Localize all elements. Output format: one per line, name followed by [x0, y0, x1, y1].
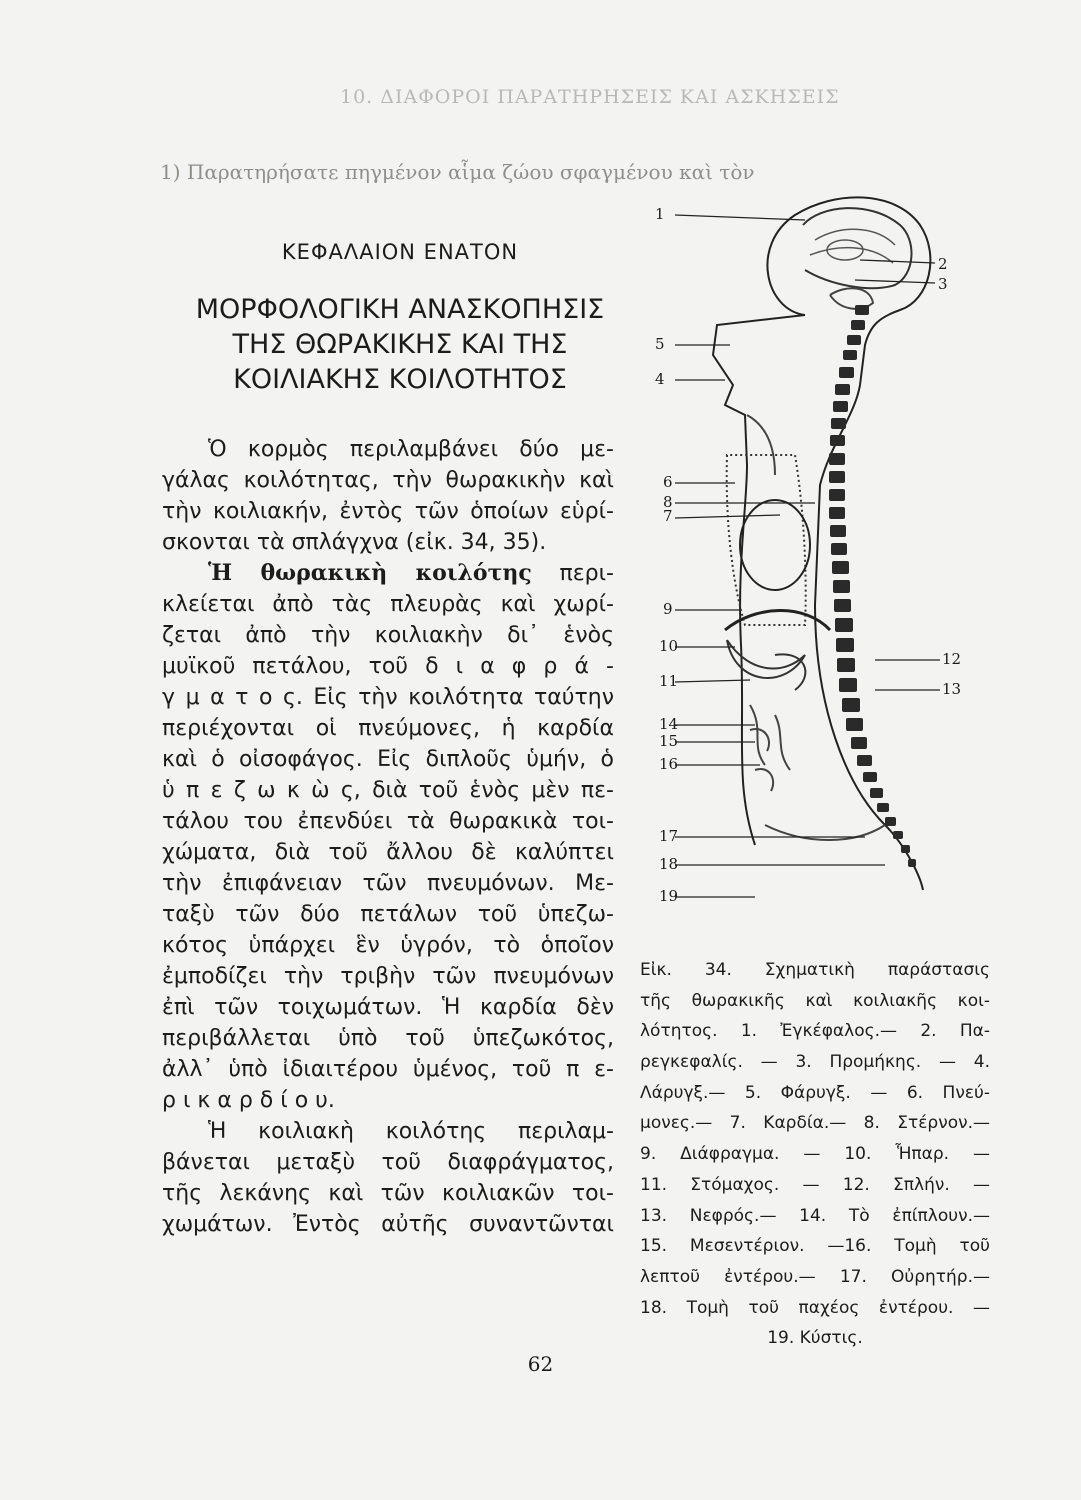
body-line: σκονται τὰ σπλάγχνα (εἰκ. 34, 35). [162, 530, 547, 555]
figure-label-14: 14 [659, 715, 679, 733]
caption-line: 19. Κύστις. [767, 1328, 863, 1349]
figure-label-17: 17 [659, 827, 679, 845]
body-line: ρ ι κ α ρ δ ί ο υ. [162, 1088, 335, 1113]
bleed-through-header: 10. ΔΙΑΦΟΡΟΙ ΠΑΡΑΤΗΡΗΣΕΙΣ ΚΑΙ ΑΣΚΗΣΕΙΣ [340, 86, 840, 108]
caption-line: ρεγκεφαλίς. — 3. Προμήκης. — 4. [640, 1052, 990, 1073]
figure-label-1: 1 [655, 205, 665, 223]
caption-line: Εἰκ. 34. Σχηματικὴ παράστασις [640, 960, 990, 980]
body-line: Ἡ κοιλιακὴ κοιλότης περιλαμ- [208, 1119, 614, 1144]
chapter-title: ΚΕΦΑΛΑΙΟΝ ΕΝΑΤΟΝ [281, 240, 519, 264]
caption-line: 9. Διάφραγμα. — 10. Ἧπαρ. — [640, 1144, 990, 1165]
figure-label-4: 4 [655, 370, 665, 388]
caption-line: Λάρυγξ.— 5. Φάρυγξ. — 6. Πνεύ- [640, 1082, 990, 1103]
caption-line: μονες.— 7. Καρδία.— 8. Στέρνον.— [640, 1113, 990, 1134]
bold-term: Ἡ θωρακικὴ κοιλότης [208, 560, 532, 586]
body-line: περιβάλλεται ὑπὸ τοῦ ὑπεζωκότος, [162, 1026, 614, 1051]
body-line: ἐμποδίζει τὴν τριβὴν τῶν πνευμόνων [162, 964, 614, 989]
body-line: βάνεται μεταξὺ τοῦ διαφράγματος, [162, 1150, 614, 1175]
figure-label-9: 9 [663, 600, 673, 618]
figure-label-10: 10 [659, 637, 679, 655]
figure-label-16: 16 [659, 755, 679, 773]
body-line: Ἡ θωρακικὴ κοιλότης περι- [208, 560, 614, 586]
body-line: τὴν κοιλιακήν, ἐντὸς τῶν ὁποίων εὑρί- [162, 499, 614, 524]
anatomy-figure [655, 185, 975, 915]
body-line: γ μ α τ ο ς. Εἰς τὴν κοιλότητα ταύτην [162, 685, 614, 710]
body-line: γάλας κοιλότητας, τὴν θωρακικὴν καὶ [162, 468, 614, 493]
page-number: 62 [527, 1352, 554, 1376]
body-line: ζεται ἀπὸ τὴν κοιλιακὴν δι᾽ ἑνὸς [162, 623, 614, 648]
body-line: κλείεται ἀπὸ τὰς πλευρὰς καὶ χωρί- [162, 592, 614, 617]
caption-line: λεπτοῦ ἐντέρου.— 17. Οὐρητήρ.— [640, 1266, 990, 1287]
figure-label-5: 5 [655, 335, 665, 353]
body-line: χώματα, διὰ τοῦ ἄλλου δὲ καλύπτει [162, 840, 614, 865]
body-line: τάλου του ἐπενδύει τὰ θωρακικὰ τοι- [162, 809, 614, 834]
heading-line: ΜΟΡΦΟΛΟΓΙΚΗ ΑΝΑΣΚΟΠΗΣΙΣ [195, 294, 605, 325]
body-line: τῆς λεκάνης καὶ τῶν κοιλιακῶν τοι- [162, 1181, 614, 1206]
caption-line: 13. Νεφρός.— 14. Τὸ ἐπίπλουν.— [640, 1205, 990, 1226]
figure-label-11: 11 [659, 672, 679, 690]
figure-label-15: 15 [659, 732, 679, 750]
figure-label-3: 3 [938, 275, 948, 293]
body-line: περιέχονται οἱ πνεύμονες, ἡ καρδία [162, 716, 614, 741]
figure-label-12: 12 [942, 650, 962, 668]
anatomy-illustration [655, 185, 975, 915]
figure-label-7: 7 [663, 507, 673, 525]
body-line: ὑ π ε ζ ω κ ὼ ς, διὰ τοῦ ἑνὸς μὲν πε- [162, 778, 614, 803]
body-line: Ὁ κορμὸς περιλαμβάνει δύο με- [208, 437, 614, 462]
figure-label-13: 13 [942, 680, 962, 698]
caption-line: 18. Τομὴ τοῦ παχέος ἐντέρου. — [640, 1297, 990, 1318]
body-text [162, 434, 614, 1240]
figure-caption [640, 955, 990, 1354]
caption-line: τῆς θωρακικῆς καὶ κοιλιακῆς κοι- [640, 990, 990, 1011]
body-line: ταξὺ τῶν δύο πετάλων τοῦ ὑπεζω- [162, 902, 614, 927]
bleed-through-line: 1) Παρατηρήσατε πηγμένον αἷμα ζώου σφαγμένου καὶ τὸν [160, 160, 755, 184]
page-heading [160, 292, 640, 397]
body-line: ἐπὶ τῶν τοιχωμάτων. Ἡ καρδία δὲν [162, 995, 614, 1020]
caption-line: λότητος. 1. Ἐγκέφαλος.— 2. Πα- [640, 1021, 990, 1042]
body-line: κότος ὑπάρχει ἓν ὑγρόν, τὸ ὁποῖον [162, 933, 614, 958]
caption-line: 11. Στόμαχος. — 12. Σπλήν. — [640, 1174, 990, 1195]
figure-label-8: 8 [663, 493, 673, 511]
figure-label-6: 6 [663, 473, 673, 491]
caption-line: 15. Μεσεντέριον. —16. Τομὴ τοῦ [640, 1236, 990, 1257]
heading-line: ΚΟΙΛΙΑΚΗΣ ΚΟΙΛΟΤΗΤΟΣ [233, 364, 567, 395]
heading-line: ΤΗΣ ΘΩΡΑΚΙΚΗΣ ΚΑΙ ΤΗΣ [232, 329, 568, 360]
body-line: καὶ ὁ οἰσοφάγος. Εἰς διπλοῦς ὑμήν, ὁ [162, 747, 614, 772]
figure-label-19: 19 [659, 887, 679, 905]
body-line: τὴν ἐπιφάνειαν τῶν πνευμόνων. Με- [162, 871, 614, 896]
body-line: χωμάτων. Ἐντὸς αὐτῆς συναντῶνται [162, 1212, 614, 1237]
body-line: ἀλλ᾽ ὑπὸ ἰδιαιτέρου ὑμένος, τοῦ π ε- [162, 1057, 614, 1082]
figure-label-18: 18 [659, 855, 679, 873]
figure-label-2: 2 [938, 255, 948, 273]
body-line: μυϊκοῦ πετάλου, τοῦ δ ι α φ ρ ά - [162, 654, 614, 679]
